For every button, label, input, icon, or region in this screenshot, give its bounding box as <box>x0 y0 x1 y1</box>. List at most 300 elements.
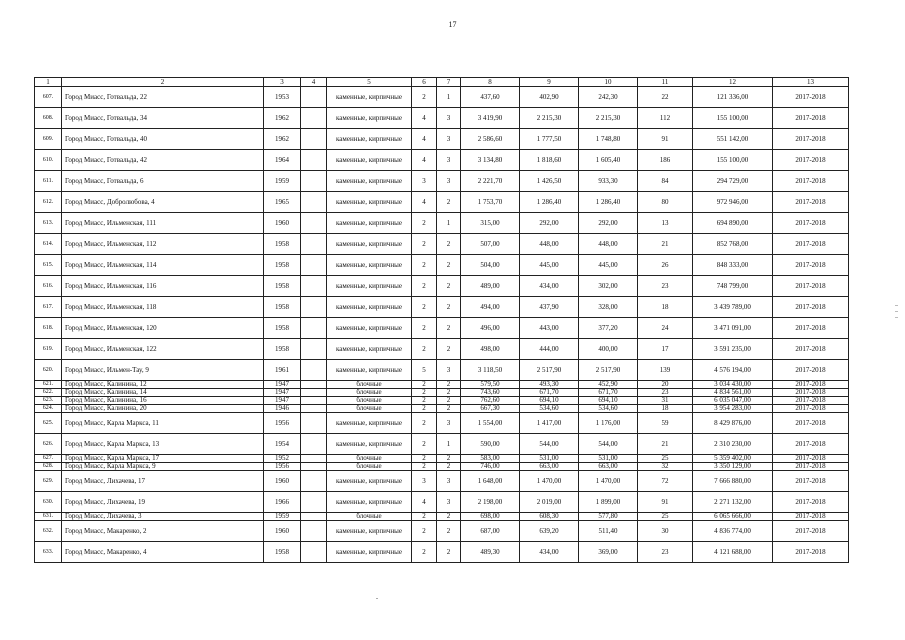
table-row <box>35 492 849 513</box>
address-cell: Город Миасс, Карла Маркса, 17 <box>62 455 264 463</box>
address-cell: Город Миасс, Ильменская, 120 <box>62 318 264 339</box>
entrances-cell: 2 <box>437 276 461 297</box>
floors-cell: 2 <box>412 513 437 521</box>
residential-area-cell: 2 517,90 <box>579 360 638 381</box>
column-number-row <box>35 78 849 87</box>
wall-material-cell: каменные, кирпичные <box>327 413 412 434</box>
entrances-cell: 3 <box>437 413 461 434</box>
wall-material-cell: каменные, кирпичные <box>327 255 412 276</box>
table-row <box>35 192 849 213</box>
cost-cell: 294 729,00 <box>693 171 773 192</box>
total-area-cell: 507,00 <box>461 234 520 255</box>
row-number-cell: 614. <box>35 234 62 255</box>
cost-cell: 2 271 132,00 <box>693 492 773 513</box>
col-4-cell <box>301 255 327 276</box>
residents-cell: 72 <box>638 471 693 492</box>
housing-register-table <box>34 77 849 563</box>
period-cell: 2017-2018 <box>773 492 849 513</box>
year-built-cell: 1960 <box>264 521 301 542</box>
area-cell: 544,00 <box>520 434 579 455</box>
residents-cell: 26 <box>638 255 693 276</box>
year-built-cell: 1958 <box>264 318 301 339</box>
cost-cell: 551 142,00 <box>693 129 773 150</box>
entrances-cell: 3 <box>437 150 461 171</box>
entrances-cell: 2 <box>437 255 461 276</box>
floors-cell: 2 <box>412 87 437 108</box>
area-cell: 493,30 <box>520 381 579 389</box>
residential-area-cell: 328,00 <box>579 297 638 318</box>
floors-cell: 4 <box>412 492 437 513</box>
column-number: 5 <box>327 78 412 87</box>
wall-material-cell: каменные, кирпичные <box>327 521 412 542</box>
area-cell: 402,90 <box>520 87 579 108</box>
period-cell: 2017-2018 <box>773 513 849 521</box>
residential-area-cell: 377,20 <box>579 318 638 339</box>
entrances-cell: 3 <box>437 471 461 492</box>
address-cell: Город Миасс, Карла Маркса, 11 <box>62 413 264 434</box>
table-row <box>35 360 849 381</box>
residents-cell: 80 <box>638 192 693 213</box>
period-cell: 2017-2018 <box>773 192 849 213</box>
table-row <box>35 171 849 192</box>
entrances-cell: 2 <box>437 397 461 405</box>
address-cell: Город Миасс, Калинина, 20 <box>62 405 264 413</box>
total-area-cell: 315,00 <box>461 213 520 234</box>
row-number-cell: 609. <box>35 129 62 150</box>
col-4-cell <box>301 276 327 297</box>
col-4-cell <box>301 434 327 455</box>
residents-cell: 30 <box>638 521 693 542</box>
year-built-cell: 1960 <box>264 213 301 234</box>
table-row <box>35 339 849 360</box>
page-number: 17 <box>448 20 457 29</box>
floors-cell: 2 <box>412 255 437 276</box>
address-cell: Город Миасс, Лихачева, 19 <box>62 492 264 513</box>
wall-material-cell: каменные, кирпичные <box>327 150 412 171</box>
residents-cell: 91 <box>638 129 693 150</box>
area-cell: 1 417,00 <box>520 413 579 434</box>
cost-cell: 121 336,00 <box>693 87 773 108</box>
cost-cell: 8 429 876,00 <box>693 413 773 434</box>
cost-cell: 7 666 880,00 <box>693 471 773 492</box>
residential-area-cell: 292,00 <box>579 213 638 234</box>
floors-cell: 3 <box>412 171 437 192</box>
floors-cell: 2 <box>412 276 437 297</box>
floors-cell: 2 <box>412 434 437 455</box>
total-area-cell: 2 198,00 <box>461 492 520 513</box>
floors-cell: 2 <box>412 318 437 339</box>
row-number-cell: 622. <box>35 389 62 397</box>
floors-cell: 5 <box>412 360 437 381</box>
col-4-cell <box>301 297 327 318</box>
wall-material-cell: каменные, кирпичные <box>327 297 412 318</box>
address-cell: Город Миасс, Готвальда, 6 <box>62 171 264 192</box>
row-number-cell: 617. <box>35 297 62 318</box>
table-row <box>35 455 849 463</box>
floors-cell: 2 <box>412 213 437 234</box>
row-number-cell: 619. <box>35 339 62 360</box>
year-built-cell: 1947 <box>264 381 301 389</box>
year-built-cell: 1962 <box>264 108 301 129</box>
year-built-cell: 1958 <box>264 542 301 563</box>
residential-area-cell: 531,00 <box>579 455 638 463</box>
year-built-cell: 1959 <box>264 171 301 192</box>
area-cell: 2 019,00 <box>520 492 579 513</box>
row-number-cell: 618. <box>35 318 62 339</box>
row-number-cell: 608. <box>35 108 62 129</box>
year-built-cell: 1958 <box>264 339 301 360</box>
col-4-cell <box>301 492 327 513</box>
column-number: 9 <box>520 78 579 87</box>
total-area-cell: 489,30 <box>461 542 520 563</box>
year-built-cell: 1947 <box>264 389 301 397</box>
col-4-cell <box>301 234 327 255</box>
residential-area-cell: 302,00 <box>579 276 638 297</box>
col-4-cell <box>301 389 327 397</box>
wall-material-cell: блочные <box>327 405 412 413</box>
address-cell: Город Миасс, Ильменская, 122 <box>62 339 264 360</box>
col-4-cell <box>301 513 327 521</box>
wall-material-cell: каменные, кирпичные <box>327 192 412 213</box>
column-number: 8 <box>461 78 520 87</box>
period-cell: 2017-2018 <box>773 389 849 397</box>
cost-cell: 694 890,00 <box>693 213 773 234</box>
table-row <box>35 397 849 405</box>
period-cell: 2017-2018 <box>773 434 849 455</box>
col-4-cell <box>301 405 327 413</box>
cost-cell: 3 034 430,00 <box>693 381 773 389</box>
total-area-cell: 583,00 <box>461 455 520 463</box>
year-built-cell: 1964 <box>264 150 301 171</box>
column-number: 7 <box>437 78 461 87</box>
row-number-cell: 611. <box>35 171 62 192</box>
period-cell: 2017-2018 <box>773 455 849 463</box>
table-row <box>35 213 849 234</box>
col-4-cell <box>301 413 327 434</box>
year-built-cell: 1947 <box>264 397 301 405</box>
residential-area-cell: 671,70 <box>579 389 638 397</box>
cost-cell: 3 591 235,00 <box>693 339 773 360</box>
total-area-cell: 437,60 <box>461 87 520 108</box>
floors-cell: 4 <box>412 150 437 171</box>
cost-cell: 852 768,00 <box>693 234 773 255</box>
year-built-cell: 1946 <box>264 405 301 413</box>
row-number-cell: 607. <box>35 87 62 108</box>
address-cell: Город Миасс, Ильменская, 116 <box>62 276 264 297</box>
area-cell: 1 426,50 <box>520 171 579 192</box>
cost-cell: 972 946,00 <box>693 192 773 213</box>
row-number-cell: 625. <box>35 413 62 434</box>
col-4-cell <box>301 192 327 213</box>
column-number: 13 <box>773 78 849 87</box>
residential-area-cell: 400,00 <box>579 339 638 360</box>
address-cell: Город Миасс, Лихачева, 17 <box>62 471 264 492</box>
row-number-cell: 632. <box>35 521 62 542</box>
cost-cell: 848 333,00 <box>693 255 773 276</box>
cost-cell: 3 471 091,00 <box>693 318 773 339</box>
period-cell: 2017-2018 <box>773 108 849 129</box>
wall-material-cell: каменные, кирпичные <box>327 542 412 563</box>
cost-cell: 4 834 561,00 <box>693 389 773 397</box>
year-built-cell: 1961 <box>264 360 301 381</box>
area-cell: 2 517,90 <box>520 360 579 381</box>
year-built-cell: 1958 <box>264 276 301 297</box>
residential-area-cell: 1 899,00 <box>579 492 638 513</box>
floors-cell: 2 <box>412 381 437 389</box>
residents-cell: 59 <box>638 413 693 434</box>
table-row <box>35 318 849 339</box>
period-cell: 2017-2018 <box>773 318 849 339</box>
floors-cell: 4 <box>412 108 437 129</box>
address-cell: Город Миасс, Готвальда, 34 <box>62 108 264 129</box>
wall-material-cell: блочные <box>327 397 412 405</box>
cost-cell: 3 350 129,00 <box>693 463 773 471</box>
wall-material-cell: каменные, кирпичные <box>327 471 412 492</box>
residents-cell: 23 <box>638 276 693 297</box>
year-built-cell: 1956 <box>264 463 301 471</box>
col-4-cell <box>301 213 327 234</box>
col-4-cell <box>301 463 327 471</box>
residential-area-cell: 445,00 <box>579 255 638 276</box>
year-built-cell: 1962 <box>264 129 301 150</box>
floors-cell: 2 <box>412 463 437 471</box>
col-4-cell <box>301 360 327 381</box>
entrances-cell: 3 <box>437 360 461 381</box>
wall-material-cell: блочные <box>327 455 412 463</box>
period-cell: 2017-2018 <box>773 542 849 563</box>
col-4-cell <box>301 471 327 492</box>
table-row <box>35 513 849 521</box>
total-area-cell: 1 554,00 <box>461 413 520 434</box>
table-row <box>35 413 849 434</box>
residential-area-cell: 2 215,30 <box>579 108 638 129</box>
address-cell: Город Миасс, Готвальда, 40 <box>62 129 264 150</box>
row-number-cell: 612. <box>35 192 62 213</box>
entrances-cell: 2 <box>437 234 461 255</box>
col-4-cell <box>301 129 327 150</box>
cost-cell: 4 836 774,00 <box>693 521 773 542</box>
table-row <box>35 297 849 318</box>
residential-area-cell: 452,90 <box>579 381 638 389</box>
entrances-cell: 2 <box>437 542 461 563</box>
col-4-cell <box>301 318 327 339</box>
wall-material-cell: блочные <box>327 381 412 389</box>
residents-cell: 17 <box>638 339 693 360</box>
residential-area-cell: 1 748,80 <box>579 129 638 150</box>
period-cell: 2017-2018 <box>773 276 849 297</box>
period-cell: 2017-2018 <box>773 463 849 471</box>
residential-area-cell: 933,30 <box>579 171 638 192</box>
wall-material-cell: каменные, кирпичные <box>327 276 412 297</box>
row-number-cell: 631. <box>35 513 62 521</box>
total-area-cell: 590,00 <box>461 434 520 455</box>
entrances-cell: 2 <box>437 297 461 318</box>
address-cell: Город Миасс, Ильменская, 111 <box>62 213 264 234</box>
cost-cell: 2 310 230,00 <box>693 434 773 455</box>
wall-material-cell: каменные, кирпичные <box>327 434 412 455</box>
year-built-cell: 1953 <box>264 87 301 108</box>
row-number-cell: 633. <box>35 542 62 563</box>
table-row <box>35 129 849 150</box>
period-cell: 2017-2018 <box>773 397 849 405</box>
entrances-cell: 1 <box>437 213 461 234</box>
residents-cell: 139 <box>638 360 693 381</box>
address-cell: Город Миасс, Карла Маркса, 9 <box>62 463 264 471</box>
period-cell: 2017-2018 <box>773 381 849 389</box>
period-cell: 2017-2018 <box>773 234 849 255</box>
wall-material-cell: каменные, кирпичные <box>327 492 412 513</box>
floors-cell: 2 <box>412 234 437 255</box>
period-cell: 2017-2018 <box>773 129 849 150</box>
table-row <box>35 389 849 397</box>
entrances-cell: 2 <box>437 339 461 360</box>
wall-material-cell: каменные, кирпичные <box>327 171 412 192</box>
residential-area-cell: 663,00 <box>579 463 638 471</box>
area-cell: 531,00 <box>520 455 579 463</box>
area-cell: 443,00 <box>520 318 579 339</box>
column-number: 10 <box>579 78 638 87</box>
residents-cell: 21 <box>638 434 693 455</box>
period-cell: 2017-2018 <box>773 339 849 360</box>
entrances-cell: 3 <box>437 171 461 192</box>
entrances-cell: 2 <box>437 192 461 213</box>
year-built-cell: 1959 <box>264 513 301 521</box>
area-cell: 671,70 <box>520 389 579 397</box>
address-cell: Город Миасс, Калинина, 12 <box>62 381 264 389</box>
residential-area-cell: 369,00 <box>579 542 638 563</box>
entrances-cell: 2 <box>437 513 461 521</box>
cost-cell: 3 954 283,00 <box>693 405 773 413</box>
col-4-cell <box>301 108 327 129</box>
floors-cell: 2 <box>412 521 437 542</box>
table-row <box>35 276 849 297</box>
entrances-cell: 2 <box>437 463 461 471</box>
cost-cell: 3 439 789,00 <box>693 297 773 318</box>
table-row <box>35 255 849 276</box>
total-area-cell: 1 753,70 <box>461 192 520 213</box>
entrances-cell: 3 <box>437 492 461 513</box>
total-area-cell: 504,00 <box>461 255 520 276</box>
area-cell: 292,00 <box>520 213 579 234</box>
floors-cell: 3 <box>412 471 437 492</box>
address-cell: Город Миасс, Калинина, 14 <box>62 389 264 397</box>
area-cell: 448,00 <box>520 234 579 255</box>
residents-cell: 24 <box>638 318 693 339</box>
row-number-cell: 630. <box>35 492 62 513</box>
year-built-cell: 1952 <box>264 455 301 463</box>
area-cell: 534,60 <box>520 405 579 413</box>
entrances-cell: 2 <box>437 455 461 463</box>
col-4-cell <box>301 542 327 563</box>
period-cell: 2017-2018 <box>773 360 849 381</box>
residential-area-cell: 577,80 <box>579 513 638 521</box>
total-area-cell: 667,30 <box>461 405 520 413</box>
address-cell: Город Миасс, Макаренко, 2 <box>62 521 264 542</box>
address-cell: Город Миасс, Готвальда, 42 <box>62 150 264 171</box>
entrances-cell: 2 <box>437 405 461 413</box>
entrances-cell: 3 <box>437 129 461 150</box>
residents-cell: 20 <box>638 381 693 389</box>
residential-area-cell: 1 176,00 <box>579 413 638 434</box>
total-area-cell: 698,00 <box>461 513 520 521</box>
col-4-cell <box>301 171 327 192</box>
table-row <box>35 150 849 171</box>
wall-material-cell: каменные, кирпичные <box>327 339 412 360</box>
period-cell: 2017-2018 <box>773 150 849 171</box>
address-cell: Город Миасс, Лихачева, 3 <box>62 513 264 521</box>
margin-marks <box>893 300 899 340</box>
cost-cell: 6 035 047,00 <box>693 397 773 405</box>
area-cell: 1 470,00 <box>520 471 579 492</box>
residential-area-cell: 1 286,40 <box>579 192 638 213</box>
residents-cell: 23 <box>638 542 693 563</box>
scan-speck <box>376 598 378 599</box>
period-cell: 2017-2018 <box>773 213 849 234</box>
total-area-cell: 489,00 <box>461 276 520 297</box>
wall-material-cell: блочные <box>327 389 412 397</box>
residents-cell: 23 <box>638 389 693 397</box>
table-row <box>35 405 849 413</box>
total-area-cell: 743,60 <box>461 389 520 397</box>
residents-cell: 18 <box>638 297 693 318</box>
period-cell: 2017-2018 <box>773 171 849 192</box>
residents-cell: 186 <box>638 150 693 171</box>
row-number-cell: 613. <box>35 213 62 234</box>
residential-area-cell: 534,60 <box>579 405 638 413</box>
residential-area-cell: 511,40 <box>579 521 638 542</box>
year-built-cell: 1958 <box>264 255 301 276</box>
total-area-cell: 3 419,90 <box>461 108 520 129</box>
address-cell: Город Миасс, Ильменская, 112 <box>62 234 264 255</box>
column-number: 11 <box>638 78 693 87</box>
residential-area-cell: 544,00 <box>579 434 638 455</box>
cost-cell: 5 359 402,00 <box>693 455 773 463</box>
area-cell: 694,10 <box>520 397 579 405</box>
column-number: 2 <box>62 78 264 87</box>
area-cell: 445,00 <box>520 255 579 276</box>
year-built-cell: 1958 <box>264 234 301 255</box>
col-4-cell <box>301 150 327 171</box>
cost-cell: 748 799,00 <box>693 276 773 297</box>
period-cell: 2017-2018 <box>773 521 849 542</box>
residents-cell: 13 <box>638 213 693 234</box>
entrances-cell: 2 <box>437 318 461 339</box>
table-row <box>35 108 849 129</box>
cost-cell: 6 065 666,00 <box>693 513 773 521</box>
address-cell: Город Миасс, Добролюбова, 4 <box>62 192 264 213</box>
year-built-cell: 1965 <box>264 192 301 213</box>
cost-cell: 155 100,00 <box>693 150 773 171</box>
wall-material-cell: каменные, кирпичные <box>327 108 412 129</box>
residents-cell: 21 <box>638 234 693 255</box>
total-area-cell: 498,00 <box>461 339 520 360</box>
floors-cell: 2 <box>412 397 437 405</box>
column-number: 3 <box>264 78 301 87</box>
residents-cell: 31 <box>638 397 693 405</box>
entrances-cell: 1 <box>437 434 461 455</box>
floors-cell: 2 <box>412 297 437 318</box>
residential-area-cell: 694,10 <box>579 397 638 405</box>
wall-material-cell: каменные, кирпичные <box>327 213 412 234</box>
wall-material-cell: блочные <box>327 513 412 521</box>
entrances-cell: 1 <box>437 87 461 108</box>
residential-area-cell: 1 605,40 <box>579 150 638 171</box>
floors-cell: 4 <box>412 129 437 150</box>
address-cell: Город Миасс, Ильменская, 114 <box>62 255 264 276</box>
period-cell: 2017-2018 <box>773 255 849 276</box>
row-number-cell: 628. <box>35 463 62 471</box>
area-cell: 434,00 <box>520 276 579 297</box>
